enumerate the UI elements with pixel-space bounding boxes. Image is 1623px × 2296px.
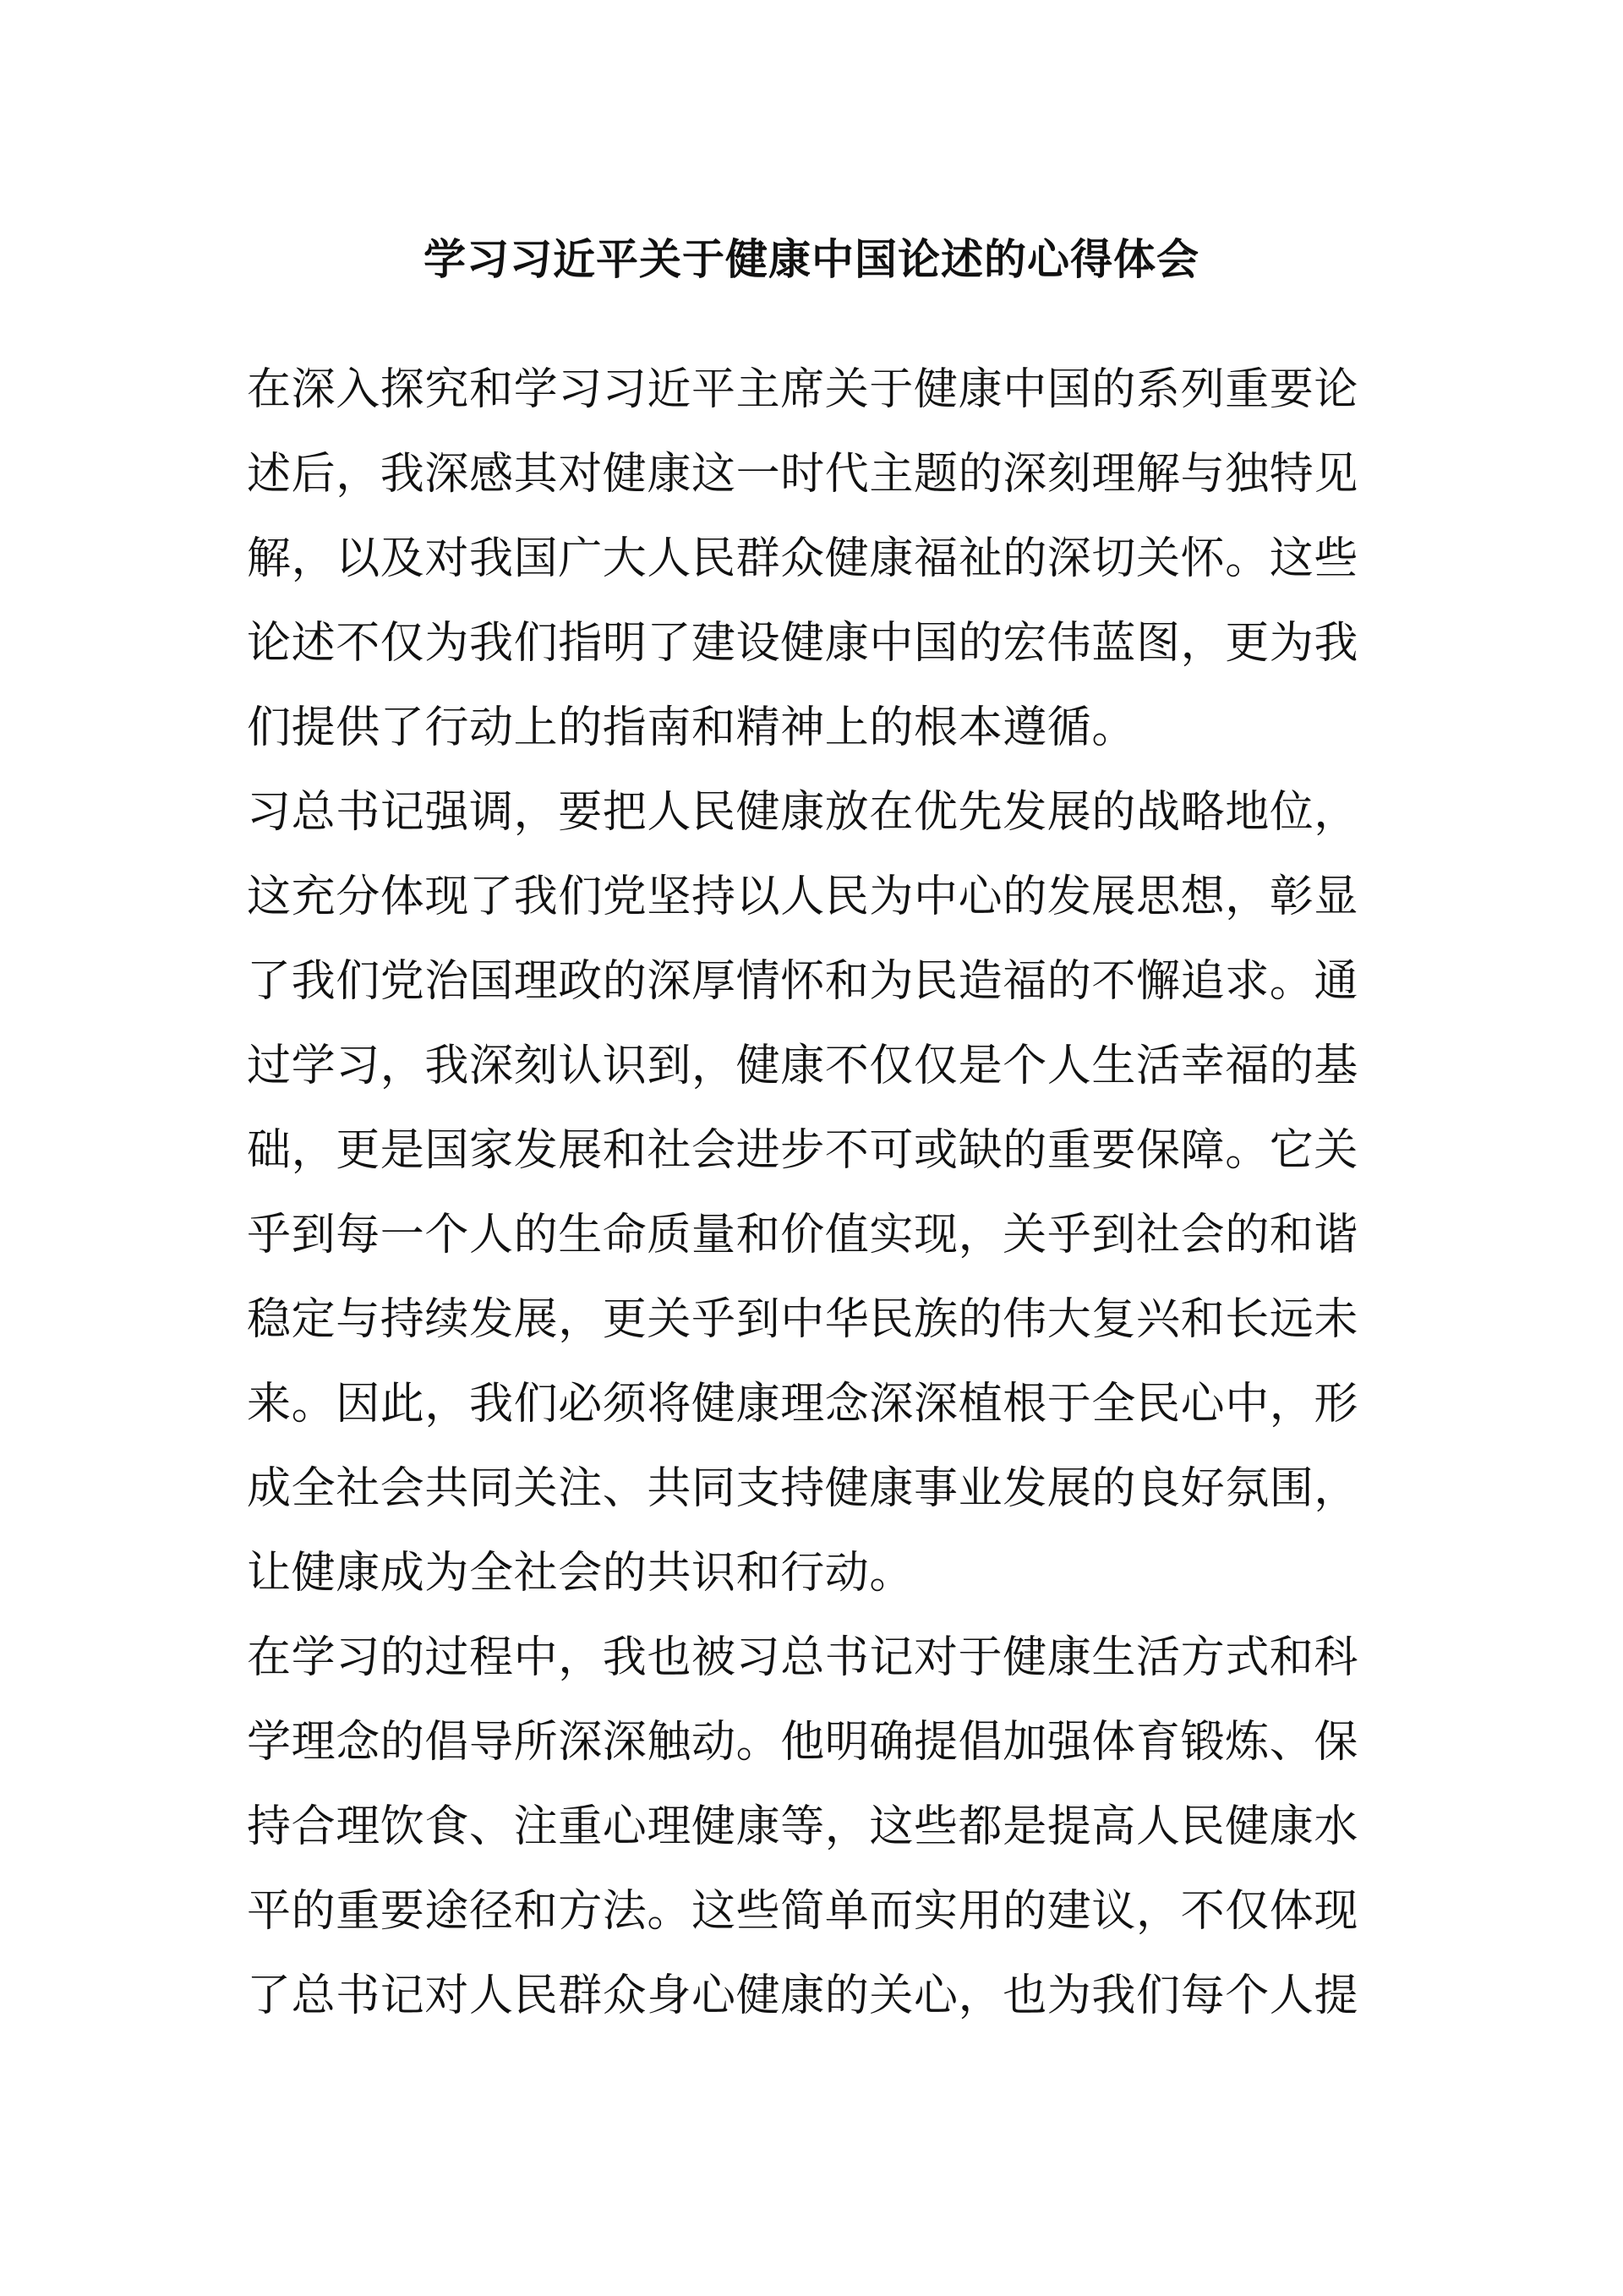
text-line: 学理念的倡导所深深触动。他明确提倡加强体育锻炼、保 (247, 1717, 1359, 1768)
document-body (247, 347, 1386, 2038)
text-line: 让健康成为全社会的共识和行动。 (247, 1548, 915, 1599)
text-line: 稳定与持续发展，更关乎到中华民族的伟大复兴和长远未 (247, 1294, 1359, 1345)
text-line: 在深入探究和学习习近平主席关于健康中国的系列重要论 (247, 364, 1359, 415)
text-line: 述后，我深感其对健康这一时代主题的深刻理解与独特见 (247, 449, 1359, 500)
text-line: 了总书记对人民群众身心健康的关心，也为我们每个人提 (247, 1971, 1359, 2021)
text-line: 过学习，我深刻认识到，健康不仅仅是个人生活幸福的基 (247, 1041, 1359, 1091)
text-line: 这充分体现了我们党坚持以人民为中心的发展思想，彰显 (247, 872, 1359, 922)
text-line: 们提供了行动上的指南和精神上的根本遵循。 (247, 702, 1137, 753)
text-line: 成全社会共同关注、共同支持健康事业发展的良好氛围， (247, 1463, 1359, 1514)
text-line: 在学习的过程中，我也被习总书记对于健康生活方式和科 (247, 1632, 1359, 1683)
text-line: 平的重要途径和方法。这些简单而实用的建议，不仅体现 (247, 1886, 1359, 1937)
text-line: 础，更是国家发展和社会进步不可或缺的重要保障。它关 (247, 1125, 1359, 1176)
text-line: 了我们党治国理政的深厚情怀和为民造福的不懈追求。通 (247, 956, 1359, 1007)
text-line: 解，以及对我国广大人民群众健康福祉的深切关怀。这些 (247, 533, 1359, 584)
text-line: 持合理饮食、注重心理健康等，这些都是提高人民健康水 (247, 1801, 1359, 1852)
text-line: 乎到每一个人的生命质量和价值实现，关乎到社会的和谐 (247, 1210, 1359, 1260)
text-line: 论述不仅为我们指明了建设健康中国的宏伟蓝图，更为我 (247, 618, 1359, 669)
document-title: 学习习近平关于健康中国论述的心得体会 (424, 235, 1199, 284)
text-line: 来。因此，我们必须将健康理念深深植根于全民心中，形 (247, 1379, 1359, 1430)
text-line: 习总书记强调，要把人民健康放在优先发展的战略地位， (247, 787, 1359, 838)
